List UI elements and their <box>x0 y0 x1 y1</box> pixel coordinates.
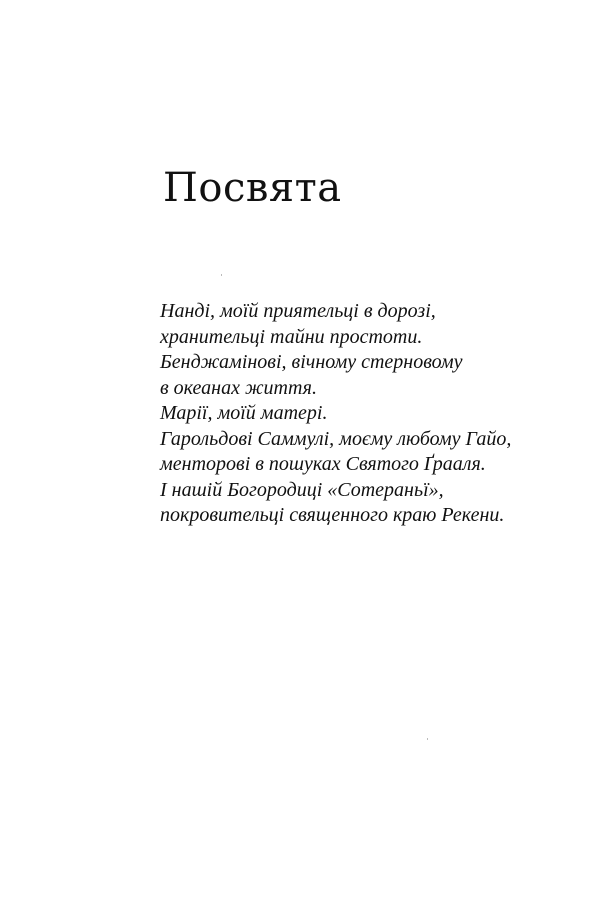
paper-speck <box>221 274 222 276</box>
dedication-line: Гарольдові Саммулі, моєму любому Гайо, <box>160 427 512 450</box>
dedication-line: менторові в пошуках Святого Ґрааля. <box>160 453 486 475</box>
dedication-line: хранительці тайни простоти. <box>160 325 423 348</box>
dedication-line: Марії, моїй матері. <box>160 402 328 424</box>
dedication-line: Нанді, моїй приятельці в дорозі, <box>160 300 436 322</box>
dedication-line: Бенджамінові, вічному стерновому <box>160 351 463 373</box>
paper-speck <box>427 738 428 740</box>
dedication-text <box>160 299 580 529</box>
dedication-line: в океанах життя. <box>160 376 317 399</box>
dedication-line: І нашій Богородиці «Сотераньї», <box>160 478 444 501</box>
page-title: Посвята <box>163 165 342 211</box>
dedication-line: покровительці священного краю Рекени. <box>160 504 505 526</box>
